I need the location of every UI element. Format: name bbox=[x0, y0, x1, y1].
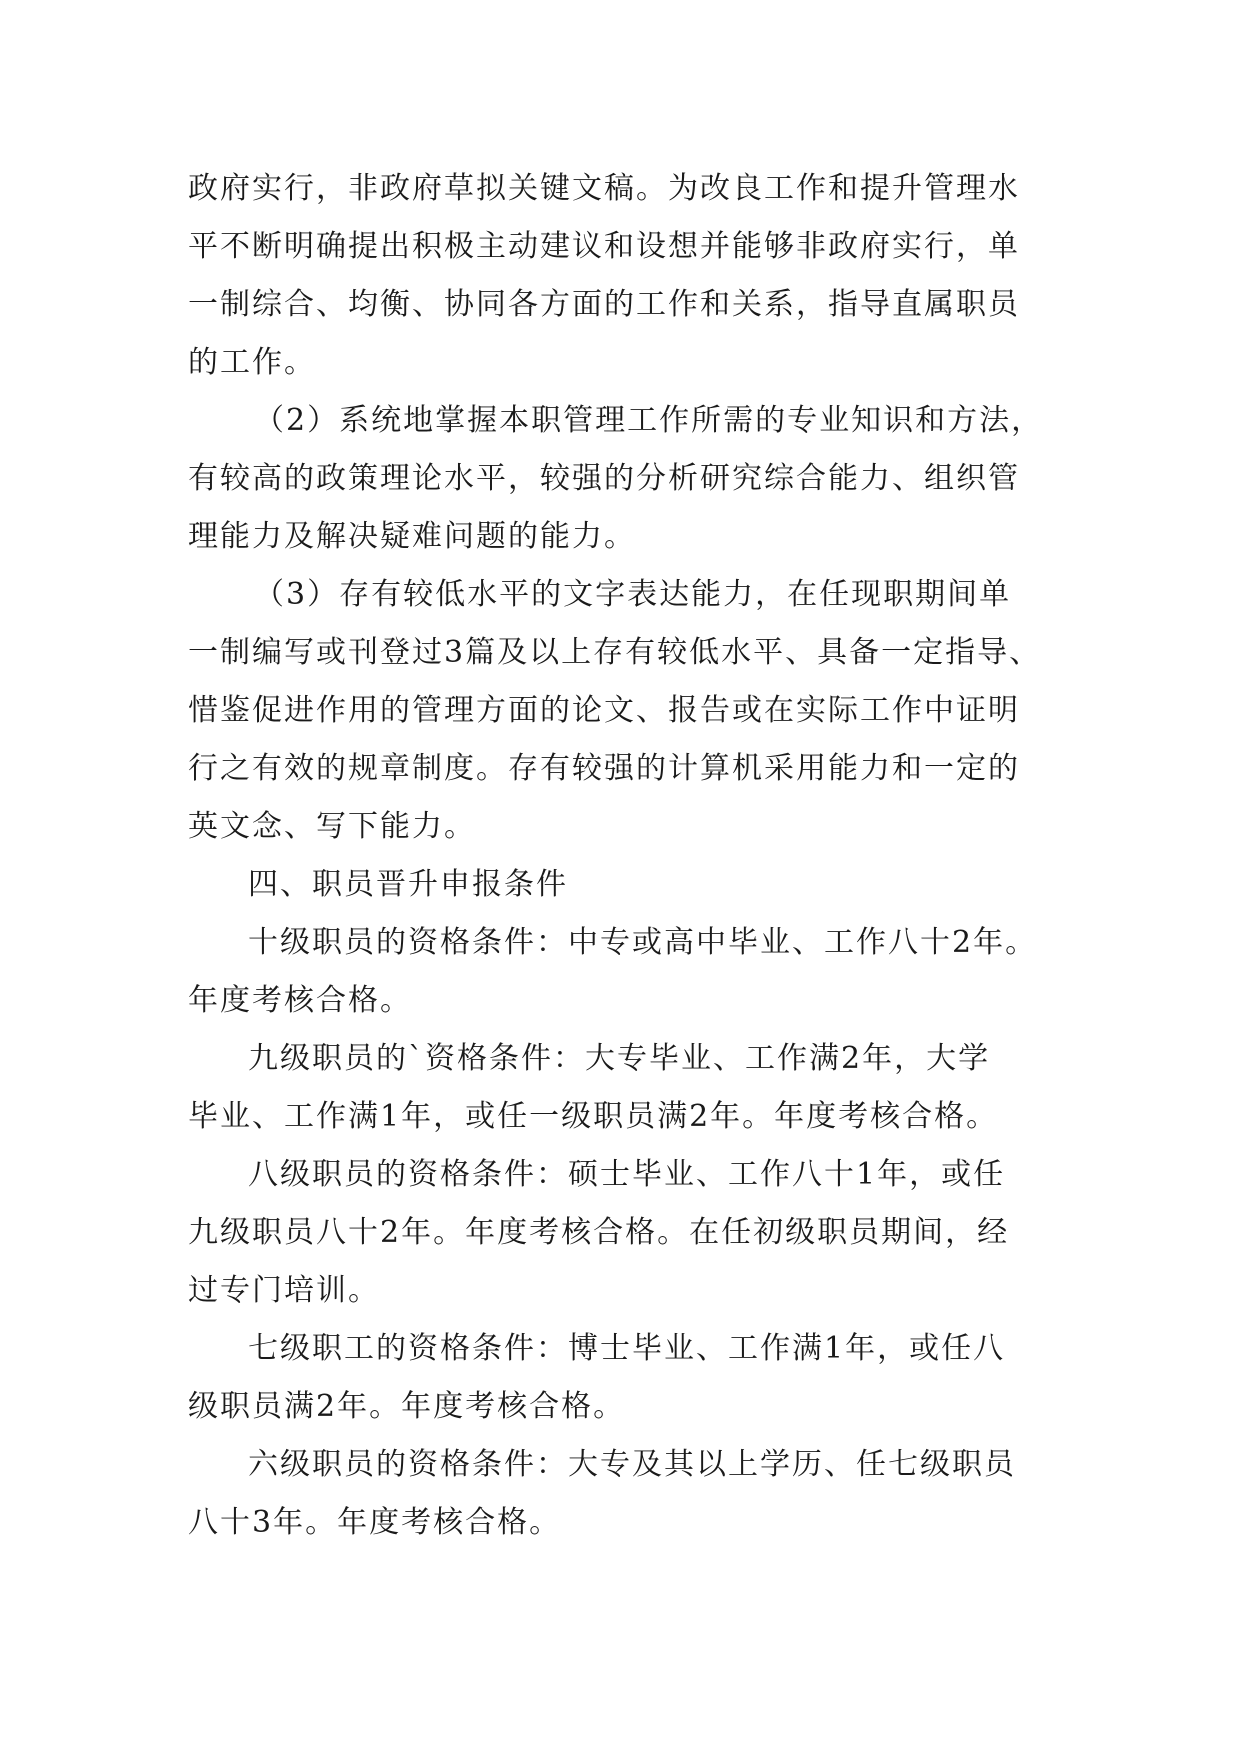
text-line: （2）系统地掌握本职管理工作所需的专业知识和方法， bbox=[254, 403, 1044, 438]
text-line: 一制编写或刊登过3篇及以上存有较低水平、具备一定指导、 bbox=[188, 635, 1042, 670]
text-line: 毕业、工作满1年，或任一级职员满2年。年度考核合格。 bbox=[188, 1099, 999, 1134]
text-line: 年度考核合格。 bbox=[188, 983, 412, 1018]
text-line: 惜鉴促进作用的管理方面的论文、报告或在实际工作中证明 bbox=[188, 693, 1020, 728]
text-line: 一制综合、均衡、协同各方面的工作和关系，指导直属职员 bbox=[188, 287, 1020, 322]
section-heading: 四、职员晋升申报条件 bbox=[248, 867, 568, 902]
text-line: 政府实行，非政府草拟关键文稿。为改良工作和提升管理水 bbox=[188, 171, 1020, 206]
text-line: 八十3年。年度考核合格。 bbox=[188, 1505, 562, 1540]
text-line: 级职员满2年。年度考核合格。 bbox=[188, 1389, 626, 1424]
text-line: 九级职员的`资格条件：大专毕业、工作满2年，大学 bbox=[248, 1041, 991, 1076]
text-line: 九级职员八十2年。年度考核合格。在任初级职员期间，经 bbox=[188, 1215, 1010, 1250]
text-line: 行之有效的规章制度。存有较强的计算机采用能力和一定的 bbox=[188, 751, 1020, 786]
text-line: （3）存有较低水平的文字表达能力，在任现职期间单 bbox=[254, 577, 1012, 612]
text-line: 八级职员的资格条件：硕士毕业、工作八十1年，或任 bbox=[248, 1157, 1006, 1192]
text-line: 的工作。 bbox=[188, 345, 316, 380]
document-body bbox=[188, 160, 1068, 1552]
text-line: 理能力及解决疑难问题的能力。 bbox=[188, 519, 636, 554]
text-line: 过专门培训。 bbox=[188, 1273, 380, 1308]
text-line: 七级职工的资格条件：博士毕业、工作满1年，或任八 bbox=[248, 1331, 1006, 1366]
text-line: 英文念、写下能力。 bbox=[188, 809, 476, 844]
text-line: 有较高的政策理论水平，较强的分析研究综合能力、组织管 bbox=[188, 461, 1020, 496]
text-line: 六级职员的资格条件：大专及其以上学历、任七级职员 bbox=[248, 1447, 1016, 1482]
text-line: 平不断明确提出积极主动建议和设想并能够非政府实行，单 bbox=[188, 229, 1020, 264]
text-line: 十级职员的资格条件：中专或高中毕业、工作八十2年。 bbox=[248, 925, 1038, 960]
